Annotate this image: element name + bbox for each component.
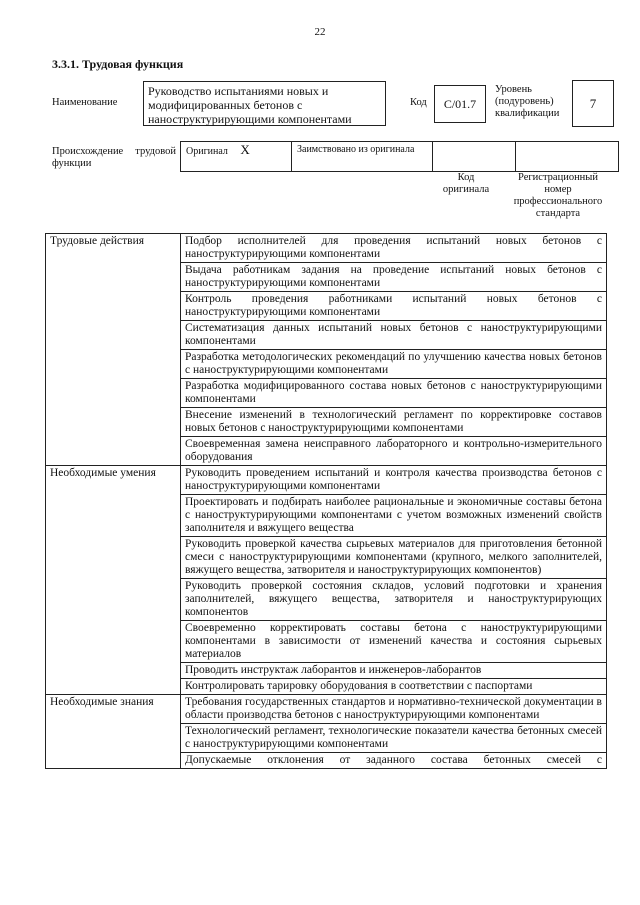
- code-box: С/01.7: [434, 85, 486, 123]
- list-item: Руководить проведением испытаний и контроля качества производства бетонов с наноструктурирующими компонентами: [181, 466, 607, 495]
- original-label: Оригинал: [186, 146, 228, 158]
- list-item: Руководить проверкой качества сырьевых материалов для приготовления бетонной смеси с наноструктурирующими компонентами (крупного, мелкого заполнителей, вяжущего вещества, затворителя и наноструктурирующих компонентов): [181, 537, 607, 579]
- section-title: Необходимые знания: [46, 695, 181, 769]
- name-label: Наименование: [52, 97, 118, 108]
- list-item: Контроль проведения работниками испытаний новых бетонов с наноструктурирующими компонентами: [181, 292, 607, 321]
- list-item: Контролировать тарировку оборудования в соответствии с паспортами: [181, 679, 607, 695]
- function-name-box: Руководство испытаниями новых и модифицированных бетонов с наноструктурирующими компонентами: [143, 81, 386, 126]
- list-item: Разработка методологических рекомендаций по улучшению качества новых бетонов с наноструктурирующими компонентами: [181, 350, 607, 379]
- table-row: [46, 234, 607, 263]
- table-row: [46, 466, 607, 495]
- requirements-table: [45, 233, 607, 769]
- list-item: Руководить проверкой состояния складов, условий подготовки и хранения заполнителей, вяжущего вещества, затворителя и наноструктурирующих компонентов: [181, 579, 607, 621]
- origin-borrowed-cell: Заимствовано из оригинала: [292, 142, 433, 172]
- level-label: Уровень (подуровень) квалификации: [495, 84, 560, 119]
- code-caption: Код оригинала: [442, 172, 490, 195]
- reg-caption: Регистрационный номер профессионального стандарта: [513, 172, 603, 219]
- list-item: Допускаемые отклонения от заданного состава бетонных смесей с: [181, 753, 607, 769]
- list-item: Своевременная замена неисправного лабораторного и контрольно-измерительного оборудования: [181, 437, 607, 466]
- table-row: [46, 695, 607, 724]
- list-item: Систематизация данных испытаний новых бетонов с наноструктурирующими компонентами: [181, 321, 607, 350]
- list-item: Проектировать и подбирать наиболее рациональные и экономичные составы бетона с наноструктурирующими компонентами с учетом возможных изменений свойств заполнителя и вяжущего вещества: [181, 495, 607, 537]
- origin-original-cell: [181, 142, 292, 172]
- code-label: Код: [410, 97, 427, 108]
- section-heading: 3.3.1. Трудовая функция: [52, 57, 184, 71]
- origin-reg-cell: [516, 142, 619, 172]
- level-box: 7: [572, 80, 614, 127]
- section-title: Трудовые действия: [46, 234, 181, 466]
- section-title: Необходимые умения: [46, 466, 181, 695]
- list-item: Технологический регламент, технологические показатели качества бетонных смесей с наноструктурирующими компонентами: [181, 724, 607, 753]
- original-mark: X: [240, 142, 250, 157]
- page-number: 22: [314, 26, 326, 38]
- list-item: Требования государственных стандартов и нормативно-технической документации в области производства бетонов с наноструктурирующими компонентами: [181, 695, 607, 724]
- list-item: Подбор исполнителей для проведения испытаний новых бетонов с наноструктурирующими компонентами: [181, 234, 607, 263]
- origin-code-cell: [433, 142, 516, 172]
- list-item: Проводить инструктаж лаборантов и инженеров-лаборантов: [181, 663, 607, 679]
- list-item: Внесение изменений в технологический регламент по корректировке составов новых бетонов с наноструктурирующими компонентами: [181, 408, 607, 437]
- list-item: Своевременно корректировать составы бетона с наноструктурирующими компонентами в зависимости от изменений качества и состояния сырьевых материалов: [181, 621, 607, 663]
- origin-label: Происхождение трудовой функции: [52, 146, 176, 169]
- origin-table: [180, 141, 619, 172]
- list-item: Разработка модифицированного состава новых бетонов с наноструктурирующими компонентами: [181, 379, 607, 408]
- list-item: Выдача работникам задания на проведение испытаний новых бетонов с наноструктурирующими компонентами: [181, 263, 607, 292]
